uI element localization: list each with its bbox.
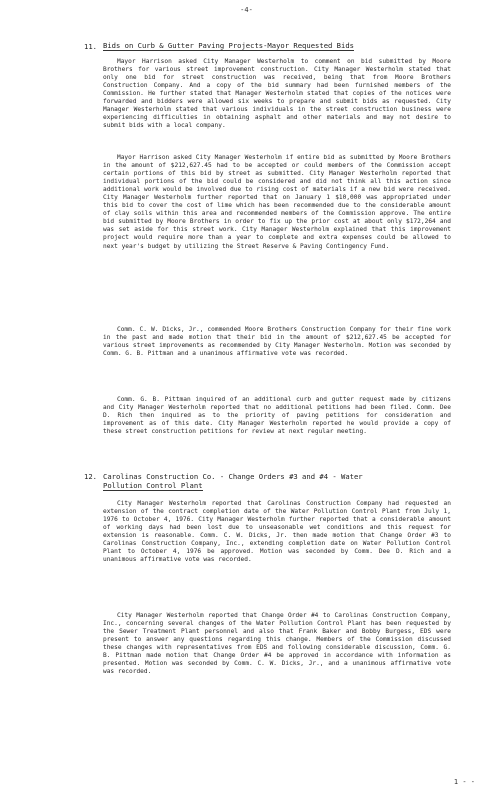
paragraph-text: Mayor Harrison asked City Manager Westerholm to comment on bid submitted by Moore Brothers for various street improvement construction. City Manager Westerholm stated that only one bid for street construction was received, being that from Moore Brothers Construction Company. And a copy of the bid summary had been furnished members of the Commission. He further stated that Manager Westerholm stated that copies of the notices were forwarded and bidders were allowed six weeks to prepare and submit bids as requested. City Manager Westerholm stated that various individuals in the street construction business were experiencing difficulties in obtaining asphalt and other materials and may not desire to submit bids with a local company. bbox=[103, 58, 451, 130]
paragraph-text: Comm. C. W. Dicks, Jr., commended Moore Brothers Construction Company for their fine work in the past and made motion that their bid in the amount of $212,627.45 be accepted for various street improvements as recommended by City Manager Westerholm. Motion was seconded by Comm. G. B. Pittman and a unanimous affirmative vote was recorded. bbox=[103, 326, 451, 358]
page-number: -4- bbox=[240, 6, 253, 14]
paragraph-text: Comm. G. B. Pittman inquired of an additional curb and gutter request made by citizens and City Manager Westerholm reported that no additional petitions had been filed. Comm. Dee D. Rich then inquired as to the priority of paving petitions for consideration and improvement as of this date. City Manager Westerholm reported he would provide a copy of these street construction petitions for review at next regular meeting. bbox=[103, 396, 451, 436]
item-number-11: 11. bbox=[84, 42, 97, 51]
paragraph-text: City Manager Westerholm reported that Change Order #4 to Carolinas Construction Company, Inc., concerning several changes of the Water Pollution Control Plant has been requested by the Sewer Treatment Plant personnel and also that Frank Baker and Bobby Burgess, EDS were present to answer any questions regarding this change. Members of the Commission discussed these changes with representatives from EDS and following considerable discussion, Comm. G. B. Pittman made motion that Change Order #4 be approved in accordance with information as presented. Motion was seconded by Comm. C. W. Dicks, Jr., and a unanimous affirmative vote was recorded. bbox=[103, 612, 451, 676]
paragraph-12-1 bbox=[103, 500, 451, 564]
paragraph-11-3 bbox=[103, 326, 451, 358]
paragraph-12-2 bbox=[103, 612, 451, 676]
item-number-12: 12. bbox=[84, 472, 97, 481]
paragraph-11-4 bbox=[103, 396, 451, 436]
item-heading-12: Carolinas Construction Co. - Change Orders #3 and #4 - Water bbox=[103, 472, 363, 481]
footer-mark: 1 - - bbox=[453, 778, 475, 786]
paragraph-text: Mayor Harrison asked City Manager Westerholm if entire bid as submitted by Moore Brothers in the amount of $212,627.45 had to be accepted or could members of the Commission accept certain portions of this bid by street as submitted. City Manager Westerholm reported that individual portions of the bid could be considered and did not think all this action since additional work would be involved due to rising cost of materials if a new bid were received. City Manager Westerholm further reported that on January 1 $10,000 was appropriated under this bid to cover the cost of lime which has been recommended due to the considerable amount of clay soils within this area and recommended members of the Commission approve. The entire bid submitted by Moore Brothers in order to fix up the prior cost at about only $172,264 and was set aside for this street work. City Manager Westerholm explained that this improvement project would require more than a year to complete and extra expenses could be allowed to next year's budget by utilizing the Street Reserve & Paving Contingency Fund. bbox=[103, 154, 451, 250]
item-heading-12-line2: Pollution Control Plant bbox=[103, 481, 203, 490]
paragraph-11-1 bbox=[103, 58, 451, 130]
paragraph-11-2 bbox=[103, 154, 451, 251]
paragraph-text: City Manager Westerholm reported that Carolinas Construction Company had requested an extension of the contract completion date of the Water Pollution Control Plant from July 1, 1976 to October 4, 1976. City Manager Westerholm further reported that a considerable amount of working days had been lost due to unseasonable wet conditions and this request for extension is reasonable. Comm. C. W. Dicks, Jr. then made motion that Change Order #3 to Carolinas Construction Company, Inc., extending completion date on Water Pollution Control Plant to October 4, 1976 be approved. Motion was seconded by Comm. Dee D. Rich and a unanimous affirmative vote was recorded. bbox=[103, 500, 451, 564]
item-heading-11: Bids on Curb & Gutter Paving Projects-Mayor Requested Bids bbox=[103, 41, 354, 50]
